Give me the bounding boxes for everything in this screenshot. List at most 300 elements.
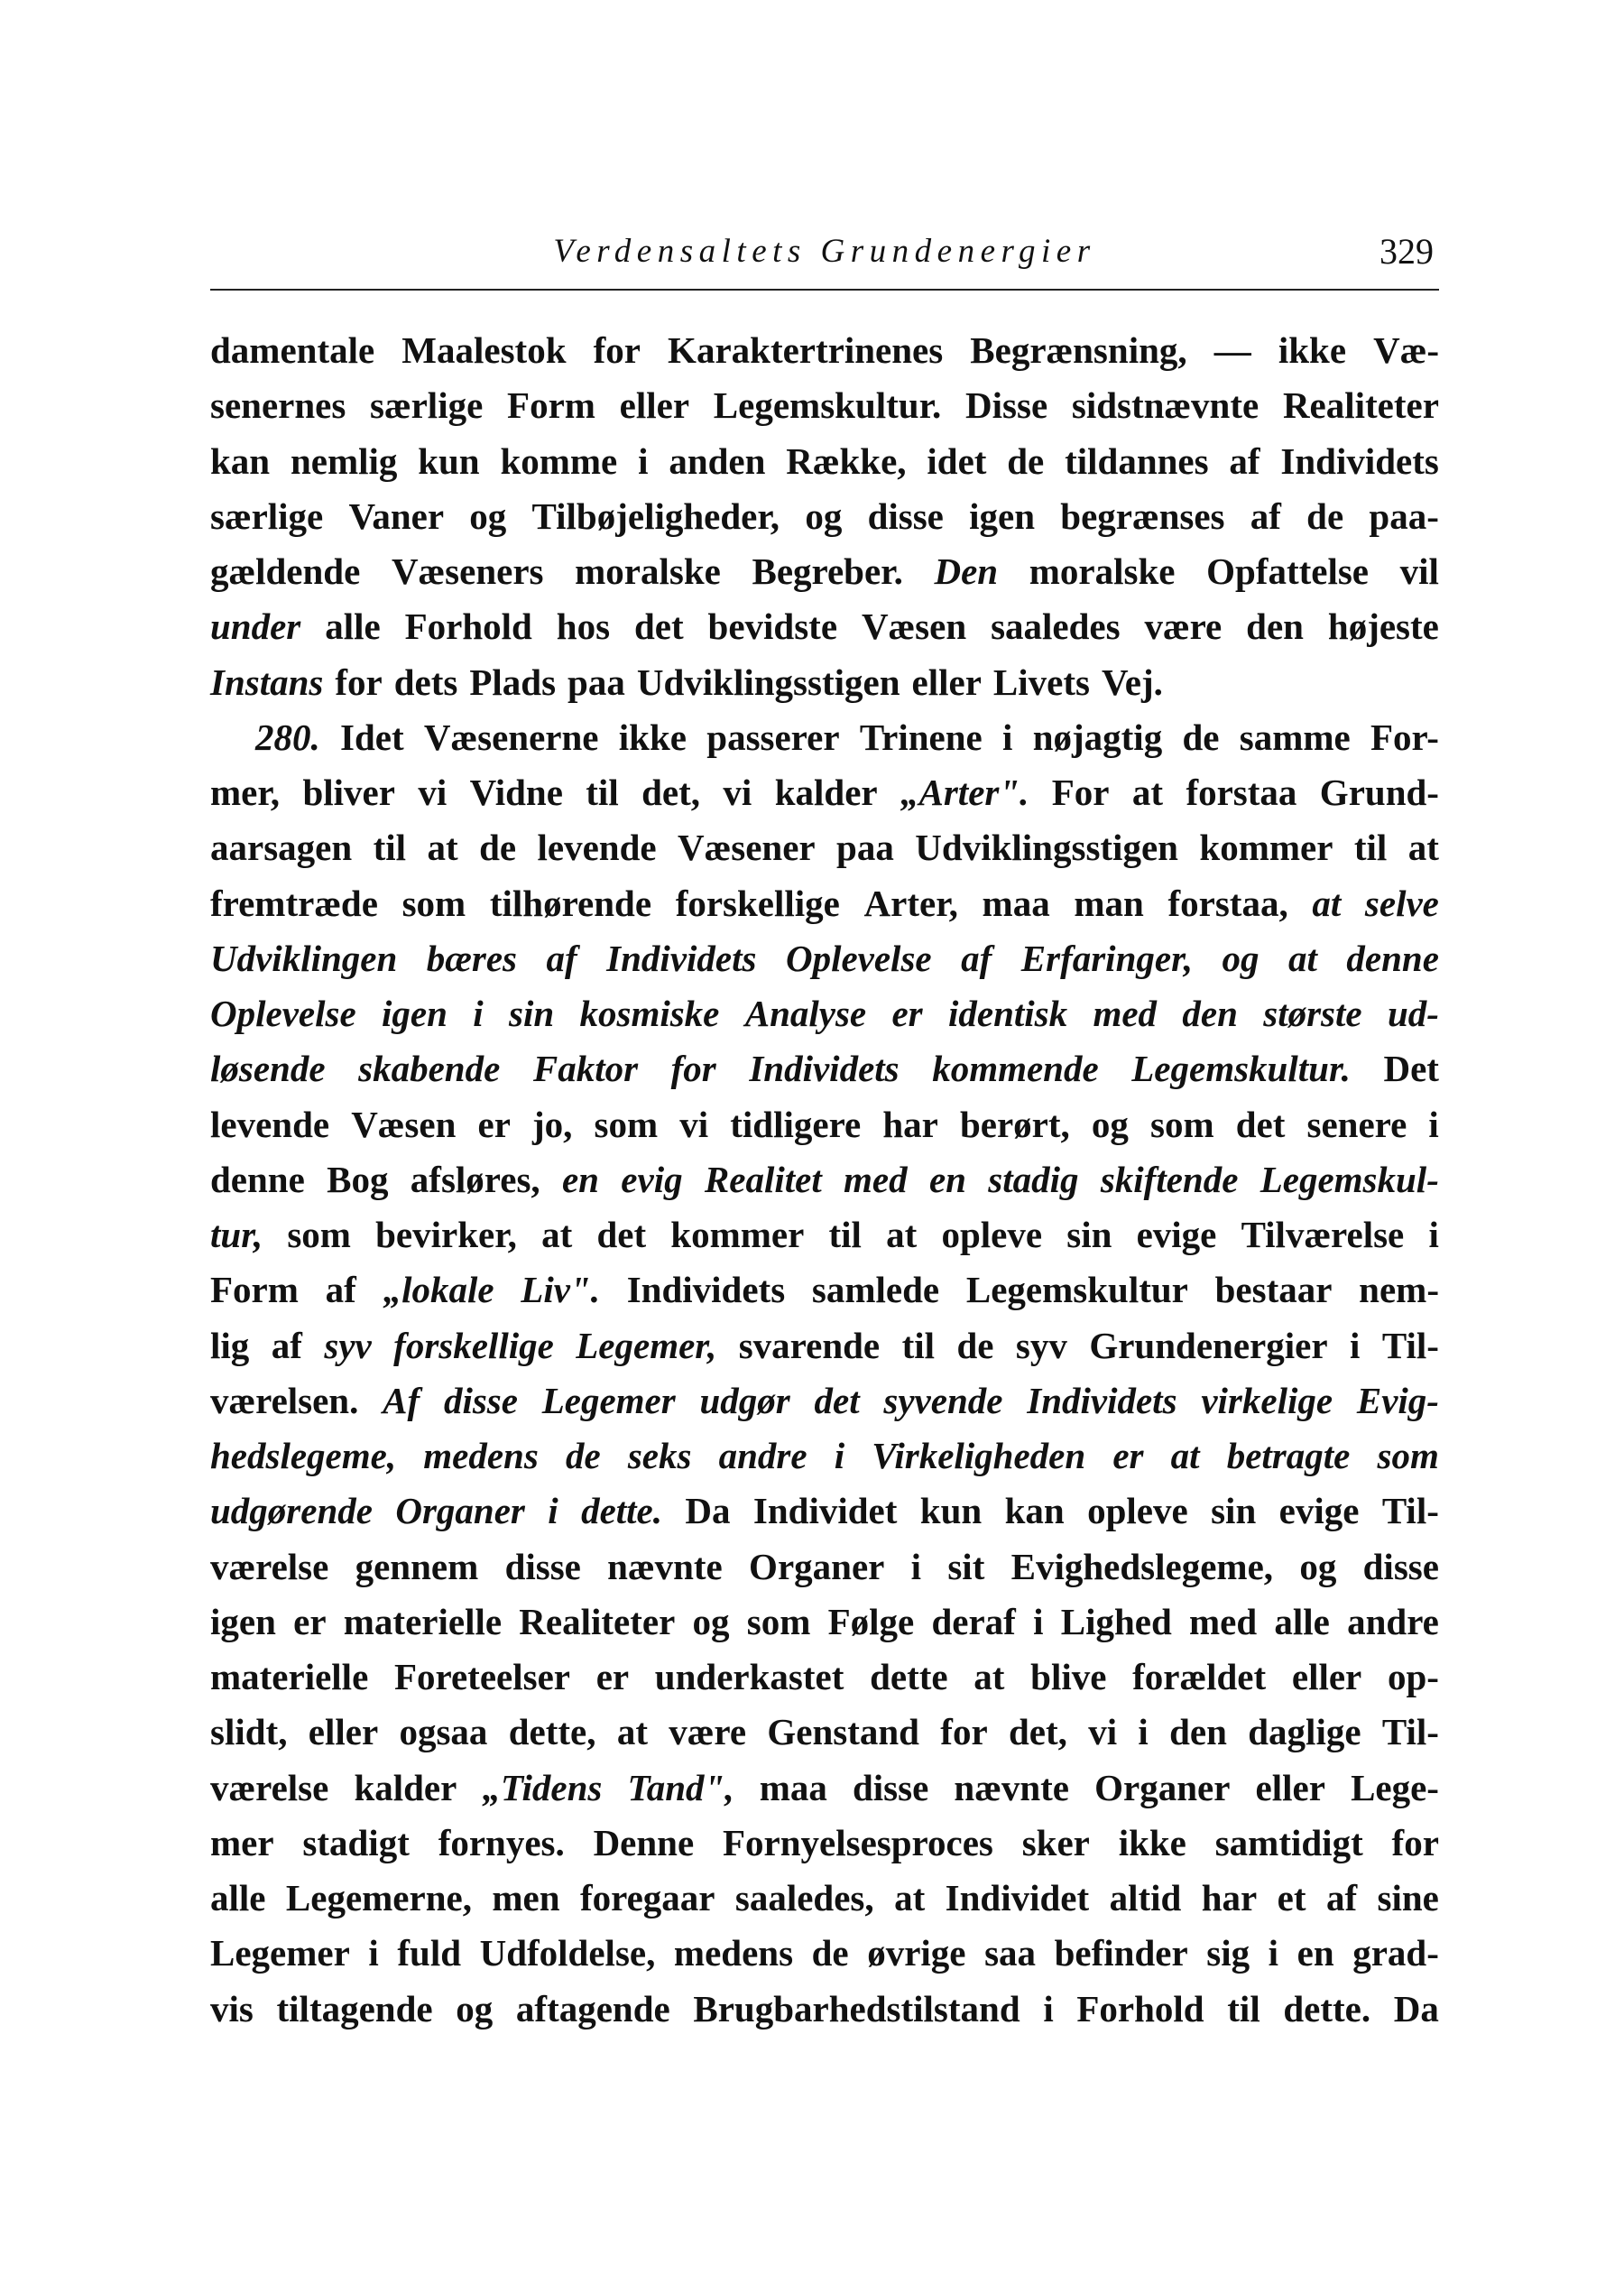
text-line	[210, 1595, 1439, 1650]
word: Individets	[626, 1269, 786, 1311]
word: Vej.	[1101, 661, 1163, 703]
word: Foreteelser	[393, 1656, 570, 1697]
word: Legemskultur	[965, 1269, 1188, 1311]
word: denne	[1346, 937, 1439, 979]
word: ikke	[618, 716, 687, 758]
word: saa	[984, 1932, 1037, 1974]
word: Form	[210, 1269, 299, 1311]
word: sin	[1211, 1490, 1257, 1532]
word: anden	[669, 439, 766, 482]
word: disse	[867, 495, 944, 537]
word: samme	[1239, 716, 1351, 758]
word: deraf	[931, 1600, 1016, 1642]
word: paa	[567, 661, 625, 703]
word: Den	[934, 550, 999, 592]
word: seks	[627, 1435, 692, 1476]
word: af	[325, 1269, 356, 1311]
word: er	[293, 1600, 327, 1642]
word: tildannes	[1065, 439, 1209, 482]
word: paa	[836, 827, 894, 869]
word: Lege-	[1351, 1766, 1439, 1808]
word: For	[1051, 772, 1110, 813]
word: Grundenergier	[1089, 1324, 1328, 1366]
word: mer	[210, 1821, 274, 1863]
word: Individet	[752, 1490, 898, 1532]
word: som	[1377, 1435, 1439, 1476]
word: Udviklingsstigen	[915, 827, 1178, 869]
word: at	[1131, 772, 1164, 813]
word: Virkeligheden	[872, 1435, 1086, 1476]
word: disse	[504, 1545, 581, 1587]
word: andre	[718, 1435, 807, 1476]
word: tiltagende	[276, 1987, 433, 2029]
text-line	[210, 323, 1439, 378]
word: som	[287, 1214, 351, 1255]
word: nøjagtig	[1032, 716, 1163, 758]
word: „Tidens	[482, 1766, 603, 1808]
word: dette.	[1283, 1987, 1371, 2029]
word: i	[910, 1545, 922, 1587]
text-line	[210, 1871, 1439, 1926]
word: Væsen	[351, 1103, 457, 1145]
word: Legemerne,	[285, 1877, 472, 1919]
word: Væsenerne	[423, 716, 599, 758]
word: —	[1213, 329, 1251, 371]
word: Da	[1393, 1987, 1439, 2029]
word: største	[1263, 993, 1362, 1034]
word: disse	[852, 1766, 929, 1808]
word: stadig	[988, 1158, 1079, 1200]
word: i	[368, 1932, 379, 1974]
word: kan	[1004, 1490, 1065, 1532]
word: sin	[1066, 1214, 1112, 1255]
word: igen	[381, 993, 448, 1034]
word: være	[1144, 606, 1223, 648]
word: paa-	[1369, 495, 1439, 537]
word: man	[1074, 882, 1144, 924]
word: Brugbarhedstilstand	[693, 1987, 1020, 2029]
word: idet	[927, 439, 987, 482]
word: evige	[1278, 1490, 1360, 1532]
word: til	[901, 1324, 936, 1366]
word: skiftende	[1100, 1158, 1239, 1200]
word: af	[546, 937, 577, 979]
word: har	[882, 1103, 938, 1145]
word: saaledes	[991, 606, 1121, 648]
word: stadigt	[302, 1821, 410, 1863]
word: altid	[1109, 1877, 1182, 1919]
word: Bog	[327, 1158, 389, 1200]
word: det	[633, 606, 684, 648]
text-line	[210, 1761, 1439, 1816]
word: Fornyelsesproces	[723, 1821, 993, 1863]
word: i	[1349, 1324, 1361, 1366]
word: har	[1201, 1877, 1258, 1919]
word: Til-	[1381, 1490, 1439, 1532]
word: at	[1170, 1435, 1200, 1476]
word: at	[973, 1656, 1005, 1697]
word: senernes	[210, 384, 346, 427]
word: foregaar	[579, 1877, 715, 1919]
word: denne	[210, 1158, 305, 1200]
word: Begrænsning,	[970, 329, 1187, 371]
word: forstaa	[1186, 772, 1297, 813]
word: for	[1391, 1821, 1439, 1863]
word: og	[1299, 1545, 1337, 1587]
word: med	[1093, 993, 1158, 1034]
word: for	[593, 329, 641, 371]
word: hos	[556, 606, 611, 648]
word: i	[473, 993, 484, 1034]
word: Legemskultur.	[1131, 1048, 1351, 1090]
word: fornyes.	[438, 1821, 565, 1863]
word: sit	[947, 1545, 985, 1587]
text-line	[210, 986, 1439, 1041]
text-line	[210, 1207, 1439, 1262]
word: eller	[1291, 1656, 1362, 1697]
word: eller	[1255, 1766, 1325, 1808]
word: mer,	[210, 772, 281, 813]
word: Karaktertrinenes	[668, 329, 944, 371]
word: medens	[673, 1932, 794, 1974]
word: Tilværelse	[1241, 1214, 1405, 1255]
word: Væ-	[1373, 329, 1439, 371]
word: aftagende	[515, 1987, 670, 2029]
word: som	[401, 882, 466, 924]
word: tur,	[210, 1214, 263, 1255]
word: moralske	[1029, 550, 1176, 592]
word: til	[1227, 1987, 1260, 2029]
word: Vaner	[348, 495, 445, 537]
word: et	[1277, 1877, 1306, 1919]
word: til	[828, 1214, 862, 1255]
word: igen	[969, 495, 1036, 537]
word: det,	[641, 772, 701, 813]
word: grad-	[1352, 1932, 1439, 1974]
text-line	[210, 876, 1439, 931]
word: det,	[1008, 1711, 1067, 1753]
word: under	[210, 606, 301, 648]
word: tilhørende	[489, 882, 652, 924]
word: svarende	[738, 1324, 881, 1366]
word: men	[492, 1877, 560, 1919]
word: Individets	[1027, 1379, 1177, 1421]
word: sidstnævnte	[1071, 384, 1260, 427]
word: vis	[210, 1987, 254, 2029]
word: For-	[1370, 716, 1439, 758]
word: med	[844, 1158, 908, 1200]
word: Livets	[992, 661, 1090, 703]
word: værelse	[210, 1545, 329, 1587]
word: betragte	[1226, 1435, 1351, 1476]
word: kalder	[354, 1766, 457, 1808]
word: evig	[621, 1158, 683, 1200]
word: at	[616, 1711, 648, 1753]
word: saaledes,	[734, 1877, 874, 1919]
word: Individets	[1280, 439, 1439, 482]
word: syv	[324, 1324, 372, 1366]
word: i	[834, 1435, 845, 1476]
word: for	[335, 661, 383, 703]
word: sig	[1206, 1932, 1250, 1974]
word: fremtræde	[210, 882, 378, 924]
word: i	[1428, 1214, 1439, 1255]
word: til	[1353, 827, 1388, 869]
word: udgørende	[210, 1490, 373, 1532]
word: senere	[1306, 1103, 1407, 1145]
word: Af	[383, 1379, 420, 1421]
word: Væseners	[391, 550, 544, 592]
text-line	[210, 1429, 1439, 1484]
word: dette.	[581, 1490, 663, 1532]
word: særlige	[370, 384, 484, 427]
word: Det	[1383, 1048, 1439, 1090]
word: den	[1182, 993, 1238, 1034]
word: det	[1235, 1103, 1286, 1145]
word: er	[891, 993, 923, 1034]
word: dette	[870, 1656, 948, 1697]
word: Legemskultur.	[713, 384, 942, 427]
word: Række,	[786, 439, 907, 482]
text-line	[210, 378, 1439, 433]
word: værelse	[210, 1766, 329, 1808]
word: Denne	[593, 1821, 695, 1863]
word: højeste	[1327, 606, 1439, 648]
word: i	[1268, 1932, 1279, 1974]
word: den	[1246, 606, 1304, 648]
word: en	[1296, 1932, 1334, 1974]
running-title: Verdensaltets Grundenergier	[553, 233, 1096, 270]
word: dets	[393, 661, 458, 703]
word: vi	[418, 772, 448, 813]
word: som	[1150, 1103, 1214, 1145]
body-text	[210, 323, 1439, 2037]
word: Legemer	[210, 1932, 350, 1974]
word: Til-	[1381, 1324, 1439, 1366]
word: af	[961, 937, 992, 979]
word: Genstand	[767, 1711, 919, 1753]
word: Legemer	[541, 1379, 676, 1421]
word: og	[1091, 1103, 1129, 1145]
word: de	[1182, 716, 1220, 758]
word: i	[548, 1490, 558, 1532]
word: kommende	[932, 1048, 1099, 1090]
word: vil	[1399, 550, 1439, 592]
word: gennem	[355, 1545, 479, 1587]
word: med	[1189, 1600, 1258, 1642]
word: at	[1312, 882, 1342, 924]
word: til	[373, 827, 407, 869]
word: og	[805, 495, 843, 537]
word: nævnte	[607, 1545, 723, 1587]
word: materielle	[343, 1600, 503, 1642]
word: syv	[1015, 1324, 1067, 1366]
running-header	[210, 228, 1439, 282]
word: Individets	[606, 937, 757, 979]
word: Væsen	[861, 606, 967, 648]
text-line	[210, 1539, 1439, 1595]
word: værelsen.	[210, 1379, 359, 1421]
word: aarsagen	[210, 827, 353, 869]
word: opleve	[941, 1214, 1043, 1255]
word: Plads	[469, 661, 557, 703]
text-line	[210, 1650, 1439, 1705]
word: Organer	[749, 1545, 885, 1587]
word: det	[596, 1214, 647, 1255]
word: forskellige	[675, 882, 840, 924]
word: kalder	[774, 772, 878, 813]
word: disse	[443, 1379, 518, 1421]
word: at	[894, 1877, 926, 1919]
word: bliver	[302, 772, 395, 813]
word: Tilbøjeligheder,	[531, 495, 780, 537]
word: samtidigt	[1214, 1821, 1363, 1863]
word: er	[477, 1103, 511, 1145]
text-line	[210, 820, 1439, 875]
word: opleve	[1087, 1490, 1188, 1532]
word: Lighed	[1060, 1600, 1172, 1642]
word: Analyse	[744, 993, 867, 1034]
word: nem-	[1359, 1269, 1439, 1311]
word: forældet	[1132, 1656, 1267, 1697]
word: og	[692, 1600, 730, 1642]
word: de	[956, 1324, 994, 1366]
word: er	[595, 1656, 630, 1697]
text-line	[210, 1041, 1439, 1096]
word: Liv".	[521, 1269, 600, 1311]
word: Begreber.	[752, 550, 903, 592]
word: øvrige	[867, 1932, 966, 1974]
word: som	[594, 1103, 659, 1145]
word: medens	[423, 1435, 539, 1476]
word: lig	[210, 1324, 250, 1366]
word: begrænses	[1060, 495, 1225, 537]
word: i	[1428, 1103, 1439, 1145]
word: af	[271, 1324, 302, 1366]
word: eller	[619, 384, 690, 427]
word: levende	[537, 827, 657, 869]
word: særlige	[210, 495, 324, 537]
word: maa	[759, 1766, 827, 1808]
word: at	[1288, 937, 1317, 979]
word: til	[586, 772, 619, 813]
word: berørt,	[959, 1103, 1070, 1145]
word: Forhold	[1076, 1987, 1204, 2029]
word: sin	[508, 993, 555, 1034]
word: alle	[1274, 1600, 1330, 1642]
word: fuld	[397, 1932, 462, 1974]
word: Udviklingen	[210, 937, 398, 979]
word: kommer	[670, 1214, 805, 1255]
word: nævnte	[954, 1766, 1069, 1808]
word: de	[479, 827, 517, 869]
word: komme	[500, 439, 618, 482]
word: for	[940, 1711, 988, 1753]
word: vi	[723, 772, 752, 813]
word: og	[1222, 937, 1260, 979]
header-rule	[210, 289, 1439, 291]
word: Form	[507, 384, 595, 427]
text-line	[210, 1484, 1439, 1539]
word: være	[669, 1711, 747, 1753]
word: Realiteter	[519, 1600, 676, 1642]
word: løsende	[210, 1048, 326, 1090]
word: virkelige	[1201, 1379, 1333, 1421]
word: i	[1043, 1987, 1054, 2029]
word: de	[1007, 439, 1045, 482]
text-line	[210, 710, 1439, 765]
word: materielle	[210, 1656, 369, 1697]
word: Legemskul-	[1260, 1158, 1439, 1200]
word: evige	[1136, 1214, 1217, 1255]
word: Realiteter	[1282, 384, 1439, 427]
word: underkastet	[654, 1656, 844, 1697]
word: passerer	[706, 716, 840, 758]
word: Grund-	[1319, 772, 1439, 813]
word: ogsaa	[399, 1711, 488, 1753]
word: er	[1112, 1435, 1144, 1476]
word: som	[746, 1600, 811, 1642]
word: Forhold	[404, 606, 532, 648]
word: bevidste	[707, 606, 838, 648]
word: at	[1407, 827, 1439, 869]
word: Da	[685, 1490, 731, 1532]
word: Disse	[965, 384, 1048, 427]
word: Instans	[210, 661, 324, 703]
word: Følge	[827, 1600, 915, 1642]
word: det	[814, 1379, 860, 1421]
word: Evighedslegeme,	[1010, 1545, 1274, 1587]
word: „Arter".	[900, 772, 1029, 813]
word: ud-	[1387, 993, 1439, 1034]
text-line	[210, 489, 1439, 544]
word: vi	[679, 1103, 709, 1145]
word: Tand",	[627, 1766, 734, 1808]
word: i	[1138, 1711, 1149, 1753]
text-line	[210, 1926, 1439, 1981]
word: forskellige	[393, 1324, 554, 1366]
text-line	[210, 1982, 1439, 2037]
word: alle	[325, 606, 381, 648]
word: at	[886, 1214, 918, 1255]
word: identisk	[947, 993, 1068, 1034]
word: Idet	[340, 716, 404, 758]
word: de	[565, 1435, 601, 1476]
text-line	[210, 544, 1439, 599]
word: Individet	[945, 1877, 1090, 1919]
text-line	[210, 1705, 1439, 1760]
word: bæres	[426, 937, 518, 979]
word: Maalestok	[401, 329, 567, 371]
word: kan	[210, 439, 271, 482]
text-line	[210, 1373, 1439, 1429]
word: andre	[1347, 1600, 1439, 1642]
word: Organer	[395, 1490, 525, 1532]
word: sine	[1377, 1877, 1439, 1919]
word: blive	[1030, 1656, 1107, 1697]
word: bevirker,	[375, 1214, 517, 1255]
text-line	[210, 1097, 1439, 1152]
word: hedslegeme,	[210, 1435, 397, 1476]
word: at	[541, 1214, 573, 1255]
word: damentale	[210, 329, 375, 371]
page-number: 329	[1379, 231, 1434, 272]
word: dette,	[508, 1711, 596, 1753]
word: gældende	[210, 550, 361, 592]
text-line	[210, 599, 1439, 654]
word: eller	[308, 1711, 379, 1753]
word: vi	[1088, 1711, 1118, 1753]
